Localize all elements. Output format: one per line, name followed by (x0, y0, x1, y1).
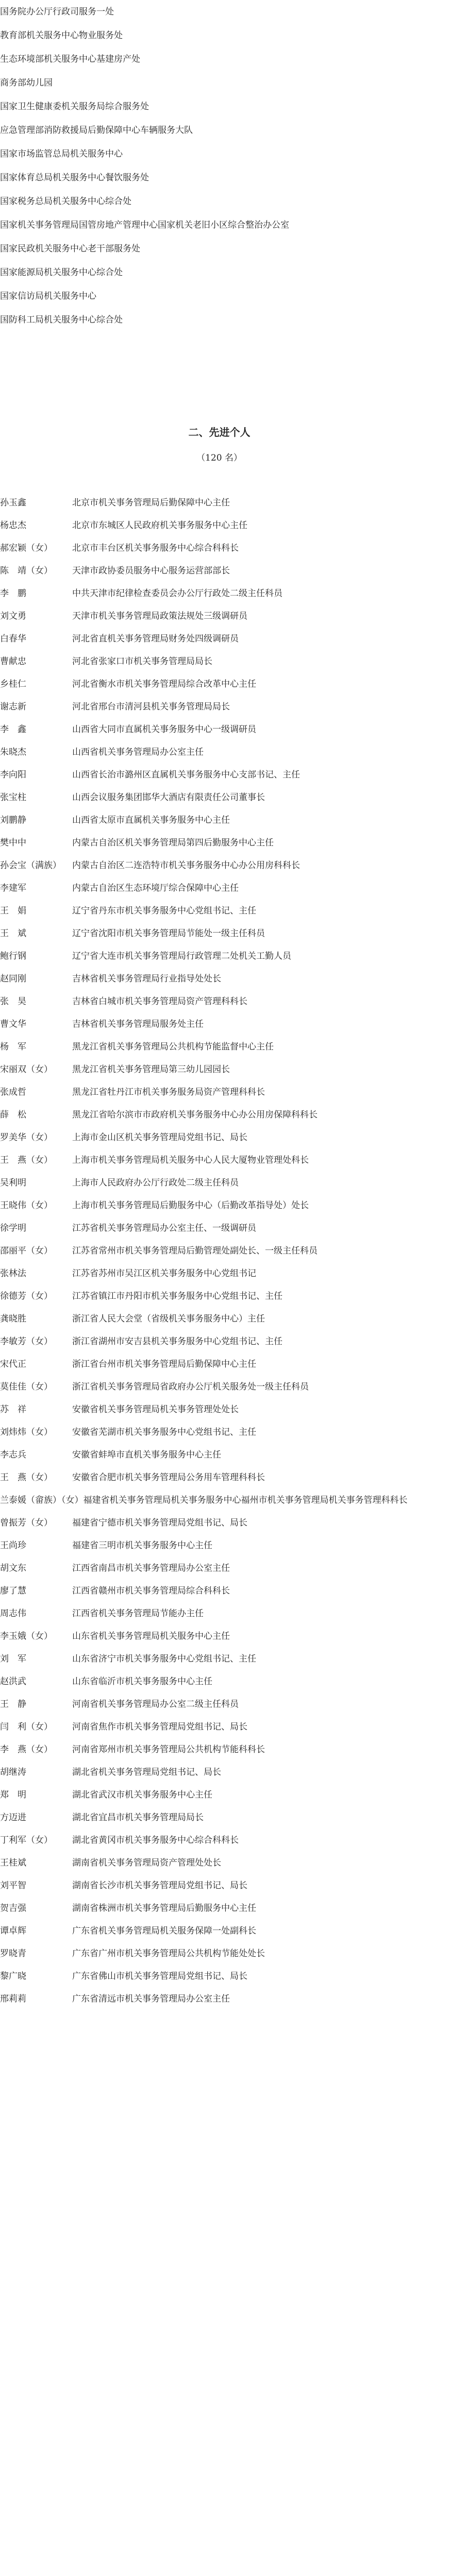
person-title: 北京市机关事务管理局后勤保障中心主任 (72, 498, 230, 508)
person-title: 湖北省机关事务管理局党组书记、局长 (72, 1767, 221, 1777)
person-row (0, 809, 439, 832)
person-title: 内蒙古自治区二连浩特市机关事务服务中心办公用房科科长 (72, 860, 300, 871)
person-name: 白春华 (0, 634, 26, 644)
person-name: 罗美华（女） (0, 1132, 53, 1143)
person-title: 天津市政协委员服务中心服务运营部部长 (72, 566, 230, 576)
person-title: 江苏省常州市机关事务管理局后勤管理处副处长、一级主任科员 (72, 1246, 318, 1256)
person-title: 江西省赣州市机关事务管理局综合科科长 (72, 1586, 230, 1596)
person-name: 谢志新 (0, 702, 26, 712)
person-name: 王 斌 (0, 928, 26, 939)
person-name: 徐德芳（女） (0, 1291, 53, 1301)
person-name: 丁利军（女） (0, 1835, 53, 1845)
person-title: 黑龙江省机关事务管理局公共机构节能监督中心主任 (72, 1042, 274, 1052)
person-name: 李志兵 (0, 1450, 26, 1460)
section-spacer (0, 332, 439, 419)
person-title: 吉林省白城市机关事务管理局资产管理科科长 (72, 996, 247, 1007)
person-title: 浙江省机关事务管理局省政府办公厅机关服务处一级主任科员 (72, 1382, 309, 1392)
person-title: 山西省太原市直属机关事务服务中心主任 (72, 815, 230, 825)
person-name: 苏 祥 (0, 1404, 26, 1415)
person-row (0, 628, 439, 650)
person-row (0, 832, 439, 854)
person-title: 湖南省机关事务管理局资产管理处处长 (72, 1858, 221, 1868)
person-name: 孙会宝（满族） (0, 860, 61, 871)
person-title: 湖北省武汉市机关事务服务中心主任 (72, 1790, 212, 1800)
person-title: 内蒙古自治区机关事务管理局第四后勤服务中心主任 (72, 838, 274, 848)
advanced-individual-list (0, 492, 439, 2010)
person-row (0, 1806, 439, 1829)
person-title: 辽宁省大连市机关事务管理局行政管理二处机关工勤人员 (72, 951, 291, 961)
person-title: 黑龙江省机关事务管理局第三幼儿园园长 (72, 1064, 230, 1075)
person-row (0, 1874, 439, 1897)
person-name: 邢莉莉 (0, 1994, 26, 2004)
person-title: 江苏省机关事务管理局办公室主任、一级调研员 (72, 1223, 256, 1233)
person-row (0, 1330, 439, 1353)
person-title: 安徽省合肥市机关事务管理局公务用车管理科科长 (72, 1472, 265, 1483)
person-row (0, 968, 439, 990)
person-row (0, 1217, 439, 1240)
person-name: 杨 军 (0, 1042, 26, 1052)
person-row (0, 1761, 439, 1784)
person-row (0, 514, 439, 537)
person-name: 王 静 (0, 1699, 26, 1709)
person-row (0, 537, 439, 560)
person-name: 李 燕（女） (0, 1744, 53, 1755)
person-name: 朱晓杰 (0, 747, 26, 757)
person-title: 安徽省蚌埠市直机关事务服务中心主任 (72, 1450, 221, 1460)
unit-item: 国家机关事务管理局国管房地产管理中心国家机关老旧小区综合整治办公室 (0, 220, 289, 230)
person-row (0, 1852, 439, 1874)
person-title: 福建省宁德市机关事务管理局党组书记、局长 (72, 1518, 247, 1528)
person-name: 鲍行钢 (0, 951, 26, 961)
person-name: 张成哲 (0, 1087, 26, 1097)
person-row (0, 1104, 439, 1126)
person-title: 山西省长治市潞州区直属机关事务服务中心支部书记、主任 (72, 770, 300, 780)
unit-item: 商务部幼儿园 (0, 78, 53, 88)
unit-item: 国家信访局机关服务中心 (0, 291, 96, 301)
unit-item: 生态环境部机关服务中心基建房产处 (0, 54, 140, 64)
unit-item: 国防科工局机关服务中心综合处 (0, 315, 123, 325)
person-row (0, 1648, 439, 1670)
person-row (0, 922, 439, 945)
person-name: 王 燕（女） (0, 1155, 53, 1165)
person-title: 河北省衡水市机关事务管理局综合改革中心主任 (72, 679, 256, 689)
person-title: 江西省南昌市机关事务管理局办公室主任 (72, 1563, 230, 1573)
person-name: 闫 利（女） (0, 1722, 53, 1732)
person-row (0, 900, 439, 922)
person-row (0, 650, 439, 673)
person-name: 兰泰媛（畲族）（女） (0, 1495, 84, 1505)
person-row (0, 1353, 439, 1376)
person-row (0, 1784, 439, 1806)
person-title: 湖南省株洲市机关事务管理局后勤服务中心主任 (72, 1903, 256, 1913)
person-title: 山东省济宁市机关事务服务中心党组书记、主任 (72, 1654, 256, 1664)
person-name: 李向阳 (0, 770, 26, 780)
person-name: 方迈进 (0, 1812, 26, 1823)
person-name: 李 鑫 (0, 724, 26, 735)
person-row (0, 1920, 439, 1942)
person-name: 王晓伟（女） (0, 1200, 53, 1211)
person-row (0, 1897, 439, 1920)
person-name: 宋代正 (0, 1359, 26, 1369)
person-row (0, 1942, 439, 1965)
person-row (0, 605, 439, 628)
person-name: 张 昊 (0, 996, 26, 1007)
person-title: 辽宁省丹东市机关事务服务中心党组书记、主任 (72, 906, 256, 916)
person-title: 广东省清远市机关事务管理局办公室主任 (72, 1994, 230, 2004)
person-title: 河南省郑州市机关事务管理局公共机构节能科科长 (72, 1744, 265, 1755)
person-row (0, 1580, 439, 1602)
person-row (0, 1058, 439, 1081)
person-row (0, 1194, 439, 1217)
person-name: 王尚珍 (0, 1540, 26, 1551)
unit-item: 国家市场监管总局机关服务中心 (0, 149, 123, 159)
person-name: 廖了慧 (0, 1586, 26, 1596)
person-row (0, 1285, 439, 1308)
person-title: 中共天津市纪律检查委员会办公厅行政处二级主任科员 (72, 588, 282, 599)
person-name: 贺吉强 (0, 1903, 26, 1913)
person-title: 江苏省镇江市丹阳市机关事务服务中心党组书记、主任 (72, 1291, 282, 1301)
person-name: 胡文东 (0, 1563, 26, 1573)
person-row (0, 990, 439, 1013)
person-title: 湖南省长沙市机关事务管理局党组书记、局长 (72, 1880, 247, 1891)
person-row (0, 1376, 439, 1398)
unit-item: 国家能源局机关服务中心综合处 (0, 267, 123, 278)
person-row (0, 1126, 439, 1149)
person-title: 上海市金山区机关事务管理局党组书记、局长 (72, 1132, 247, 1143)
person-name: 刘平智 (0, 1880, 26, 1891)
person-name: 郝宏颖（女） (0, 543, 53, 553)
person-row (0, 560, 439, 582)
person-row (0, 1421, 439, 1444)
person-row (0, 1013, 439, 1036)
person-name: 吴利明 (0, 1178, 26, 1188)
person-row (0, 1172, 439, 1194)
person-name: 邵丽平（女） (0, 1246, 53, 1256)
person-title: 湖北省黄冈市机关事务服务中心综合科科长 (72, 1835, 239, 1845)
person-name: 曹文华 (0, 1019, 26, 1029)
person-name: 胡继涛 (0, 1767, 26, 1777)
person-row (0, 741, 439, 764)
person-name: 罗晓青 (0, 1948, 26, 1959)
person-row (0, 1149, 439, 1172)
person-name: 谭卓辉 (0, 1926, 26, 1936)
person-name: 李敏芳（女） (0, 1336, 53, 1347)
person-row (0, 492, 439, 514)
person-name: 薛 松 (0, 1110, 26, 1120)
person-title: 北京市东城区人民政府机关事务服务中心主任 (72, 520, 247, 531)
person-title: 广东省佛山市机关事务管理局党组书记、局长 (72, 1971, 247, 1981)
unit-item: 国家体育总局机关服务中心餐饮服务处 (0, 173, 149, 183)
person-row (0, 764, 439, 786)
person-row (0, 945, 439, 968)
person-title: 河北省直机关事务管理局财务处四级调研员 (72, 634, 239, 644)
person-title: 上海市机关事务管理局后勤服务中心（后勤改革指导处）处长 (72, 1200, 309, 1211)
person-title: 吉林省机关事务管理局服务处主任 (72, 1019, 204, 1029)
person-title: 辽宁省沈阳市机关事务管理局节能处一级主任科员 (72, 928, 265, 939)
person-title: 黑龙江省哈尔滨市市政府机关事务服务中心办公用房保障科科长 (72, 1110, 318, 1120)
person-name: 周志伟 (0, 1608, 26, 1619)
person-title: 山西会议服务集团邯华大酒店有限责任公司董事长 (72, 792, 265, 803)
person-title: 广东省机关事务管理局机关服务保障一处副科长 (72, 1926, 256, 1936)
person-title: 浙江省人民大会堂（省级机关事务服务中心）主任 (72, 1314, 265, 1324)
person-row (0, 877, 439, 900)
person-name: 曹献忠 (0, 656, 26, 667)
person-row (0, 786, 439, 809)
person-row (0, 718, 439, 741)
person-row (0, 1489, 439, 1512)
person-title: 河南省机关事务管理局办公室二级主任科员 (72, 1699, 239, 1709)
person-title: 福建省三明市机关事务服务中心主任 (72, 1540, 212, 1551)
unit-item: 国家税务总局机关服务中心综合处 (0, 196, 131, 207)
person-row (0, 1738, 439, 1761)
person-name: 王桂斌 (0, 1858, 26, 1868)
person-title: 河北省张家口市机关事务管理局局长 (72, 656, 212, 667)
person-name: 莫佳佳（女） (0, 1382, 53, 1392)
person-row (0, 1308, 439, 1330)
unit-item: 国家民政机关服务中心老干部服务处 (0, 244, 140, 254)
person-row (0, 1829, 439, 1852)
person-title: 安徽省机关事务管理局机关事务管理处处长 (72, 1404, 239, 1415)
person-name: 刘鹏静 (0, 815, 26, 825)
person-title: 北京市丰台区机关事务服务中心综合科科长 (72, 543, 239, 553)
unit-item: 教育部机关服务中心物业服务处 (0, 30, 123, 41)
person-title: 山西省机关事务管理局办公室主任 (72, 747, 204, 757)
person-title: 江西省机关事务管理局节能办主任 (72, 1608, 204, 1619)
person-row (0, 1240, 439, 1262)
person-title: 山东省临沂市机关事务服务中心主任 (72, 1676, 212, 1687)
person-name: 王 燕（女） (0, 1472, 53, 1483)
person-row (0, 1625, 439, 1648)
unit-item: 国家卫生健康委机关服务局综合服务处 (0, 101, 149, 112)
person-name: 刘炜炜（女） (0, 1427, 53, 1437)
person-name: 李 鹏 (0, 588, 26, 599)
person-name: 徐学明 (0, 1223, 26, 1233)
person-title: 河南省焦作市机关事务管理局党组书记、局长 (72, 1722, 247, 1732)
person-name: 赵同刚 (0, 974, 26, 984)
person-row (0, 1557, 439, 1580)
person-title: 上海市人民政府办公厅行政处二级主任科员 (72, 1178, 239, 1188)
person-row (0, 1716, 439, 1738)
person-name: 龚晓胜 (0, 1314, 26, 1324)
person-title: 山东省机关事务管理局机关服务中心主任 (72, 1631, 230, 1641)
person-title: 天津市机关事务管理局政策法规处三级调研员 (72, 611, 247, 621)
person-title: 广东省广州市机关事务管理局公共机构节能处处长 (72, 1948, 265, 1959)
person-row (0, 1693, 439, 1716)
person-name: 李建军 (0, 883, 26, 893)
person-row (0, 1262, 439, 1285)
person-title: 浙江省湖州市安吉县机关事务服务中心党组书记、主任 (72, 1336, 282, 1347)
person-name: 王 娟 (0, 906, 26, 916)
person-title: 内蒙古自治区生态环境厅综合保障中心主任 (72, 883, 239, 893)
person-name: 李玉娥（女） (0, 1631, 53, 1641)
person-row (0, 1534, 439, 1557)
person-row (0, 1670, 439, 1693)
person-title: 浙江省台州市机关事务管理局后勤保障中心主任 (72, 1359, 256, 1369)
person-row (0, 696, 439, 718)
person-name: 陈 靖（女） (0, 566, 53, 576)
person-row (0, 1444, 439, 1466)
person-name: 樊中中 (0, 838, 26, 848)
person-row (0, 854, 439, 877)
advanced-unit-list (0, 0, 439, 332)
person-row (0, 1965, 439, 1988)
person-name: 张林法 (0, 1268, 26, 1279)
person-row (0, 1398, 439, 1421)
unit-item: 应急管理部消防救援局后勤保障中心车辆服务大队 (0, 125, 193, 135)
unit-item: 国务院办公厅行政司服务一处 (0, 7, 114, 17)
person-title: 上海市机关事务管理局机关服务中心人民大厦物业管理处科长 (72, 1155, 309, 1165)
person-row (0, 1602, 439, 1625)
person-title: 江苏省苏州市吴江区机关事务服务中心党组书记 (72, 1268, 256, 1279)
person-title: 吉林省机关事务管理局行业指导处处长 (72, 974, 221, 984)
person-title: 山西省大同市直属机关事务服务中心一级调研员 (72, 724, 256, 735)
person-title: 河北省邢台市清河县机关事务管理局局长 (72, 702, 230, 712)
person-row (0, 1036, 439, 1058)
person-name: 孙玉鑫 (0, 498, 26, 508)
person-row (0, 1466, 439, 1489)
person-name: 黎广晓 (0, 1971, 26, 1981)
person-title: 黑龙江省牡丹江市机关事务服务局资产管理科科长 (72, 1087, 265, 1097)
person-name: 曾振芳（女） (0, 1518, 53, 1528)
person-row (0, 673, 439, 696)
person-title: 安徽省芜湖市机关事务服务中心党组书记、主任 (72, 1427, 256, 1437)
person-name: 乡桂仁 (0, 679, 26, 689)
person-name: 郑 明 (0, 1790, 26, 1800)
person-name: 杨忠杰 (0, 520, 26, 531)
person-row (0, 1081, 439, 1104)
person-row (0, 1988, 439, 2010)
person-row (0, 582, 439, 605)
section-count: （120 名） (196, 453, 242, 463)
person-name: 赵洪武 (0, 1676, 26, 1687)
person-title: 福建省机关事务管理局机关事务服务中心福州市机关事务管理局机关事务管理科科长 (83, 1495, 408, 1505)
section-title: 二、先进个人 (188, 426, 251, 438)
person-name: 刘 军 (0, 1654, 26, 1664)
person-name: 张宝柱 (0, 792, 26, 803)
person-row (0, 1512, 439, 1534)
person-name: 宋丽双（女） (0, 1064, 53, 1075)
person-title: 湖北省宜昌市机关事务管理局局长 (72, 1812, 204, 1823)
person-name: 刘文勇 (0, 611, 26, 621)
